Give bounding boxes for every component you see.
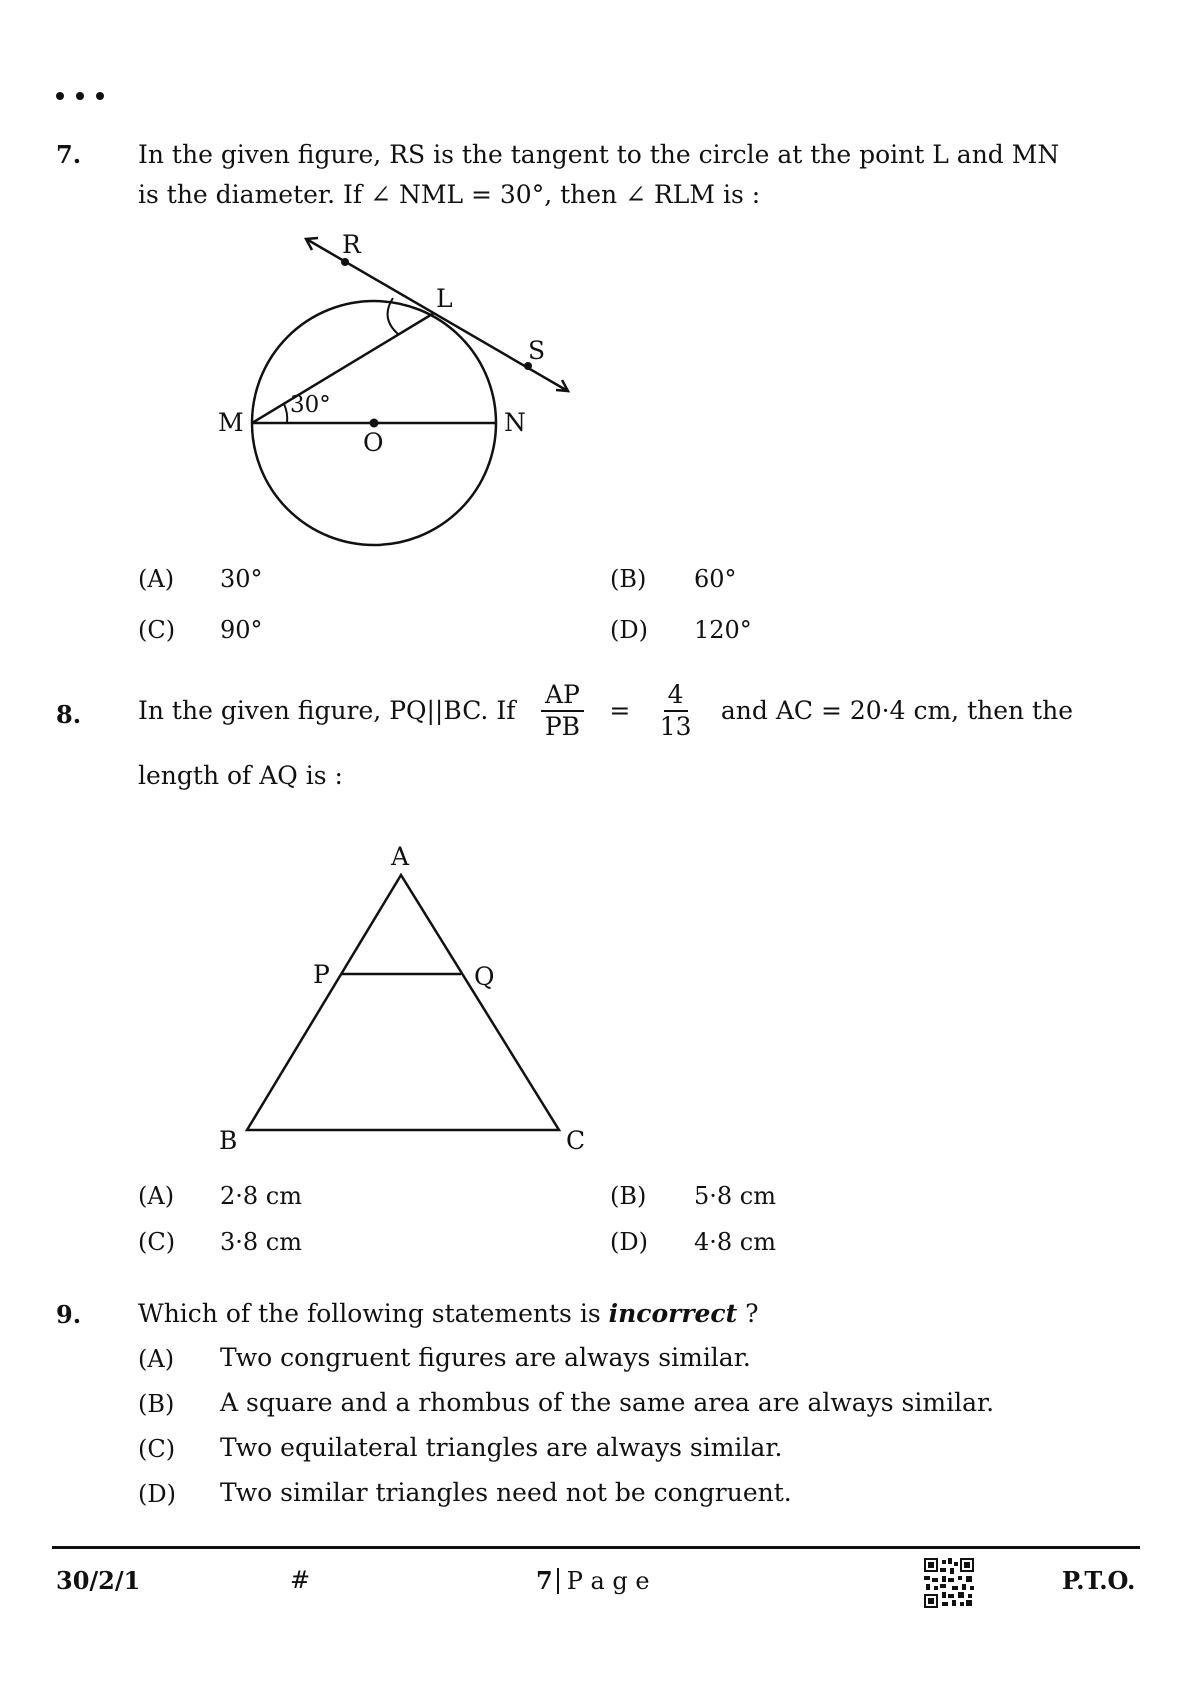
q9-option-b-label: (B) [138,1390,175,1418]
q8-option-a-value: 2·8 cm [220,1182,302,1210]
q7-option-a-value: 30° [220,565,263,593]
q7-option-c-value: 90° [220,616,263,644]
question-9-number: 9. [56,1300,82,1329]
point-label-o: O [363,428,384,457]
q7-option-b-label: (B) [610,565,647,593]
q8-option-b-value: 5·8 cm [694,1182,776,1210]
point-label-q: Q [474,962,495,991]
page-separator [557,1568,559,1594]
question-9-prefix: Which of the following statements is [138,1299,601,1328]
question-9-text [138,1294,1098,1334]
q8-option-c-value: 3·8 cm [220,1228,302,1256]
q8-option-d-value: 4·8 cm [694,1228,776,1256]
q7-option-d-label: (D) [610,616,648,644]
point-label-s: S [528,336,546,365]
point-label-p: P [313,960,330,989]
dot [76,92,84,100]
footer-divider [52,1546,1140,1549]
angle-label-30: 30° [290,392,331,418]
point-label-b: B [219,1126,238,1155]
fraction-4-13 [656,680,696,742]
question-9-suffix: ? [745,1299,759,1328]
question-8-suffix: and AC = 20·4 cm, then the [720,696,1073,725]
fraction-denominator: 13 [659,712,692,741]
q9-option-b-value: A square and a rhombus of the same area are always similar. [220,1388,995,1417]
continuation-dots [56,92,104,100]
question-7-number: 7. [56,140,82,169]
equals-sign: = [609,696,631,725]
q9-option-a-label: (A) [138,1345,175,1373]
question-8-line1 [138,680,1073,742]
question-7-text [138,135,1098,215]
q9-option-d-label: (D) [138,1480,176,1508]
page-number: 7 [536,1566,553,1595]
question-8-number: 8. [56,700,82,729]
fraction-numerator: 4 [664,680,688,712]
q7-option-d-value: 120° [694,616,752,644]
footer-hash: # [290,1566,311,1594]
point-label-r: R [342,230,361,259]
qr-code-icon [924,1558,974,1608]
point-label-m: M [218,408,244,437]
paper-code: 30/2/1 [56,1566,141,1595]
fraction-ap-pb [541,680,584,742]
question-8-prefix: In the given figure, PQ||BC. If [138,696,516,725]
point-label-a: A [391,842,410,871]
q8-option-b-label: (B) [610,1182,647,1210]
question-9-emphasis: incorrect [608,1299,738,1328]
q9-option-c-label: (C) [138,1435,176,1463]
please-turn-over: P.T.O. [1062,1566,1136,1595]
q8-option-a-label: (A) [138,1182,175,1210]
q8-option-c-label: (C) [138,1228,176,1256]
question-7-line1: In the given figure, RS is the tangent to the circle at the point L and MN [138,140,1060,169]
q8-option-d-label: (D) [610,1228,648,1256]
q9-option-a-value: Two congruent figures are always similar. [220,1343,751,1372]
point-label-l: L [436,284,453,313]
q9-option-d-value: Two similar triangles need not be congruent. [220,1478,792,1507]
page-indicator [536,1566,650,1595]
point-label-c: C [566,1126,586,1155]
q9-option-c-value: Two equilateral triangles are always similar. [220,1433,783,1462]
q7-option-b-value: 60° [694,565,737,593]
fraction-numerator: AP [541,680,584,712]
triangle-figure [230,860,570,1140]
point-label-n: N [504,408,526,437]
q7-option-c-label: (C) [138,616,176,644]
fraction-denominator: PB [544,712,581,741]
circle-tangent-figure [200,225,580,555]
page-word: P a g e [566,1566,650,1595]
question-7-line2: is the diameter. If ∠ NML = 30°, then ∠ RLM is : [138,180,761,209]
question-8-line2: length of AQ is : [138,761,343,790]
dot [56,92,64,100]
dot [96,92,104,100]
q7-option-a-label: (A) [138,565,175,593]
